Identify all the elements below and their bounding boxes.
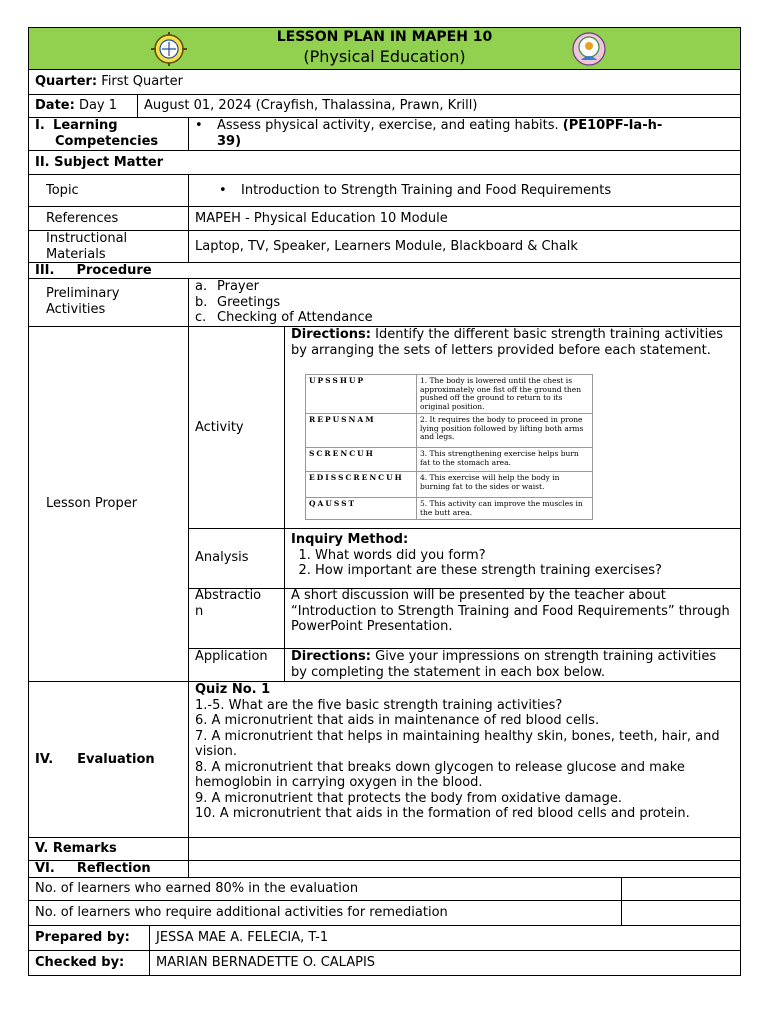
reflection-label: Reflection <box>76 861 151 876</box>
references-value: MAPEH - Physical Education 10 Module <box>195 210 448 226</box>
quiz-item: 9. A micronutrient that protects the body from oxidative damage. <box>195 790 623 806</box>
bullet-icon: • <box>219 182 227 198</box>
header-row <box>28 27 741 70</box>
procedure-row <box>28 263 741 279</box>
topic-value: Introduction to Strength Training and Food Requirements <box>241 182 612 198</box>
abstraction-label-2: n <box>195 603 204 619</box>
scrambled-statement: 5. This activity can improve the muscles in the butt area. <box>417 498 593 520</box>
bullet-icon: • <box>195 118 203 133</box>
scrambled-words-table <box>305 374 593 520</box>
scrambled-word: SCRENCUH <box>306 448 417 472</box>
date-row <box>28 95 741 118</box>
learners-remediation-row <box>28 901 741 926</box>
topic-label: Topic <box>46 182 79 198</box>
application-row <box>189 648 740 681</box>
quiz-item: 1.-5. What are the five basic strength training activities? <box>195 697 563 713</box>
quarter-label: Quarter: <box>35 74 98 90</box>
document-subtitle: (Physical Education) <box>303 47 466 66</box>
preliminary-item: b. Greetings <box>195 294 281 310</box>
date-label: Date: <box>35 98 75 114</box>
evaluation-num: IV. <box>35 751 54 767</box>
activity-directions: Identify the different basic strength training activities by arranging the sets of letters provided before each statement. <box>291 327 724 358</box>
preliminary-item: a. Prayer <box>195 279 259 294</box>
materials-label-2: Materials <box>46 246 106 262</box>
topic-row <box>28 175 741 207</box>
quarter-row <box>28 70 741 95</box>
procedure-num: III. <box>35 263 55 278</box>
scrambled-word: EDISSCRENCUH <box>306 472 417 498</box>
table-row <box>306 448 593 472</box>
activity-directions-label: Directions: <box>291 327 371 342</box>
materials-label: Instructional <box>46 231 128 246</box>
learning-label-2: Competencies <box>55 133 159 149</box>
quiz-item: 7. A micronutrient that helps in maintaining healthy skin, bones, teeth, hair, and vision. <box>195 728 720 759</box>
evaluation-label: Evaluation <box>77 751 155 767</box>
scrambled-statement: 1. The body is lowered until the chest is approximately one fist off the ground then pushed off the ground to return to its original position. <box>417 375 593 414</box>
application-text: Give your impressions on strength training activities by completing the statement in each box below. <box>291 649 717 680</box>
checked-by-row <box>28 951 741 976</box>
application-directions-label: Directions: <box>291 649 371 664</box>
lesson-proper-label: Lesson Proper <box>46 496 138 512</box>
learning-num: I. <box>35 118 45 133</box>
remarks-row <box>28 838 741 861</box>
remarks-label: V. Remarks <box>35 841 117 857</box>
table-row <box>306 375 593 414</box>
learning-competencies-row <box>28 118 741 151</box>
preliminary-label-2: Activities <box>46 301 106 317</box>
prepared-by-label: Prepared by: <box>35 930 130 946</box>
quiz-item: 10. A micronutrient that aids in the formation of red blood cells and protein. <box>195 806 690 821</box>
preliminary-label: Preliminary <box>46 286 120 301</box>
table-row <box>306 414 593 448</box>
abstraction-label: Abstractio <box>195 588 262 603</box>
quiz-item: 6. A micronutrient that aids in maintenance of red blood cells. <box>195 713 600 728</box>
learners-remediation-label: No. of learners who require additional activities for remediation <box>35 905 448 921</box>
quarter-value: First Quarter <box>101 74 183 90</box>
learning-code-2: 39) <box>217 133 242 149</box>
table-row <box>306 472 593 498</box>
evaluation-row <box>28 682 741 838</box>
learners-80-row <box>28 878 741 901</box>
abstraction-text: A short discussion will be presented by the teacher about “Introduction to Strength Training and Food Requirements” through PowerPoint Presentation. <box>291 588 730 634</box>
scrambled-word: QAUSST <box>306 498 417 520</box>
reflection-num: VI. <box>35 861 55 876</box>
materials-row <box>28 231 741 263</box>
prepared-by-name: JESSA MAE A. FELECIA, T-1 <box>156 930 329 946</box>
references-row <box>28 207 741 231</box>
date-value: August 01, 2024 (Crayfish, Thalassina, Prawn, Krill) <box>144 98 478 114</box>
analysis-row <box>189 528 740 589</box>
scrambled-statement: 2. It requires the body to proceed in prone lying position followed by lifting both arms and legs. <box>417 414 593 448</box>
subject-matter-label: II. Subject Matter <box>35 154 164 170</box>
scrambled-word: REPUSNAM <box>306 414 417 448</box>
preliminary-item: c. Checking of Attendance <box>195 310 373 325</box>
date-day: Day 1 <box>78 98 118 114</box>
analysis-label: Analysis <box>195 550 249 566</box>
preliminary-row <box>28 279 741 327</box>
activity-label: Activity <box>195 419 244 435</box>
analysis-question: 1. What words did you form? <box>315 548 734 564</box>
application-label: Application <box>195 649 268 664</box>
materials-value: Laptop, TV, Speaker, Learners Module, Blackboard & Chalk <box>195 238 578 254</box>
scrambled-statement: 4. This exercise will help the body in burning fat to the sides or waist. <box>417 472 593 498</box>
scrambled-statement: 3. This strengthening exercise helps burn fat to the stomach area. <box>417 448 593 472</box>
analysis-heading: Inquiry Method: <box>291 532 409 547</box>
prepared-by-row <box>28 926 741 951</box>
learners-80-label: No. of learners who earned 80% in the evaluation <box>35 881 359 897</box>
scrambled-word: UPSSHUP <box>306 375 417 414</box>
table-row <box>306 498 593 520</box>
quiz-title: Quiz No. 1 <box>195 682 271 697</box>
learning-text: Assess physical activity, exercise, and eating habits. <box>217 118 559 133</box>
document-title: LESSON PLAN IN MAPEH 10 <box>276 29 493 45</box>
reflection-row <box>28 861 741 878</box>
learning-code: (PE10PF-Ia-h- <box>562 118 663 133</box>
analysis-questions <box>291 548 734 579</box>
checked-by-label: Checked by: <box>35 955 125 971</box>
learning-label: Learning <box>53 118 118 133</box>
abstraction-row <box>189 588 740 649</box>
quiz-item: 8. A micronutrient that breaks down glycogen to release glucose and make hemoglobin in carrying oxygen in the blood. <box>195 759 685 790</box>
analysis-question: 2. How important are these strength training exercises? <box>315 563 734 579</box>
subject-matter-row <box>28 151 741 175</box>
references-label: References <box>46 210 119 226</box>
checked-by-name: MARIAN BERNADETTE O. CALAPIS <box>156 955 376 971</box>
procedure-label: Procedure <box>76 263 152 278</box>
